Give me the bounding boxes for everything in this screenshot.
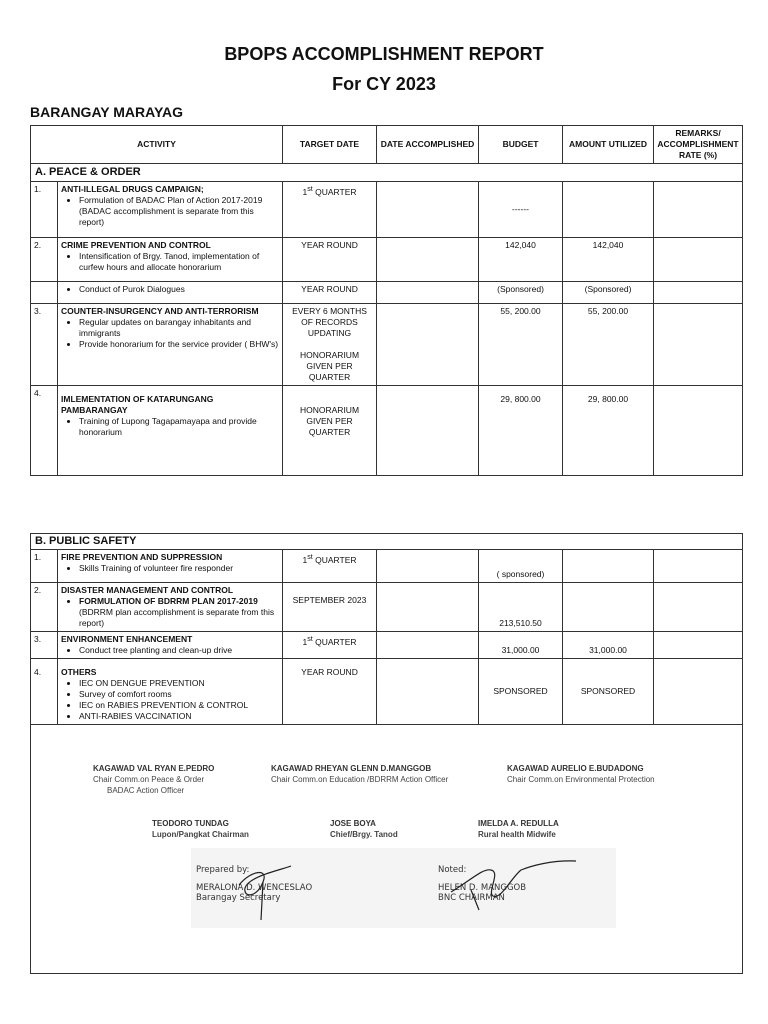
budget-value: (Sponsored) [479,282,563,304]
signatory-name: KAGAWAD AURELIO E.BUDADONG [507,764,644,773]
report-title: BPOPS ACCOMPLISHMENT REPORT [224,44,544,64]
activity-cell [58,550,283,583]
activity-bullet: • Conduct tree planting and clean-up drive [79,645,279,656]
signatory-role: Lupon/Pangkat Chairman [152,830,249,839]
row-number: 4. [31,659,58,725]
target-date: HONORARIUM GIVEN PER QUARTER [283,386,377,476]
row-number: 2. [31,238,58,282]
activity-cell [58,238,283,282]
col-activity: ACTIVITY [31,126,283,164]
activity-title: ENVIRONMENT ENHANCEMENT [61,634,193,644]
noted-label: Noted: [438,865,467,875]
target-date: 1st QUARTER [283,632,377,659]
target-date: SEPTEMBER 2023 [283,583,377,632]
row-number: 1. [31,182,58,238]
public-safety-table [30,533,743,725]
utilized-value: 31,000.00 [563,632,654,659]
row-number: 3. [31,632,58,659]
table-row [31,238,743,282]
budget-value: ( sponsored) [479,550,563,583]
noted-role: BNC CHAIRMAN [438,893,505,903]
utilized-value: 55, 200.00 [563,304,654,386]
activity-title: CRIME PREVENTION AND CONTROL [61,240,211,250]
activity-cell [58,182,283,238]
activity-title: ANTI-ILLEGAL DRUGS CAMPAIGN; [61,184,204,194]
signatory-name: IMELDA A. REDULLA [478,819,559,828]
target-date: YEAR ROUND [283,659,377,725]
activity-cell [58,583,283,632]
budget-value: 55, 200.00 [479,304,563,386]
signatory-name: TEODORO TUNDAG [152,819,229,828]
budget-value: ------ [479,182,563,238]
table-row [31,386,743,476]
prepared-label: Prepared by: [196,865,250,875]
utilized-value: SPONSORED [563,659,654,725]
activity-bullet: • Regular updates on barangay inhabitants and immigrants [79,317,279,339]
utilized-value: (Sponsored) [563,282,654,304]
row-number: 3. [31,304,58,386]
barangay-name: BARANGAY MARAYAG [30,104,184,120]
signatory-role: BADAC Action Officer [107,786,185,795]
activity-note: (BADAC accomplishment is separate from this report) [79,206,254,227]
signatory-name: KAGAWAD VAL RYAN E.PEDRO [93,764,215,773]
activity-bullet: • IEC on RABIES PREVENTION & CONTROL [79,700,279,711]
target-date: YEAR ROUND [283,282,377,304]
signatory-role: Rural health Midwife [478,830,556,839]
activity-bullet: • ANTI-RABIES VACCINATION [79,711,279,722]
activity-cell [58,386,283,476]
col-date-accomplished: DATE ACCOMPLISHED [377,126,479,164]
activity-bullet: • Intensification of Brgy. Tanod, implementation of curfew hours and allocate honorarium [79,251,279,273]
signature-section [30,720,743,974]
col-target-date: TARGET DATE [283,126,377,164]
activity-cell [58,304,283,386]
prepared-name: MERALONA D. WENCESLAO [196,883,313,893]
target-date [283,304,377,386]
activity-title: IMLEMENTATION OF KATARUNGANG PAMBARANGAY [61,394,214,415]
prepared-role: Barangay Secretary [196,893,281,903]
activity-bullet: • Survey of comfort rooms [79,689,279,700]
activity-title: DISASTER MANAGEMENT AND CONTROL [61,585,234,595]
activity-note: (BDRRM plan accomplishment is separate from this report) [79,607,275,628]
signature-noted-stroke [451,861,576,910]
table-row [31,583,743,632]
utilized-value [563,182,654,238]
budget-value: SPONSORED [479,659,563,725]
col-amount-utilized: AMOUNT UTILIZED [563,126,654,164]
signatory-role: Chief/Brgy. Tanod [330,830,398,839]
budget-value: 213,510.50 [479,583,563,632]
activity-bullet: • Formulation of BADAC Plan of Action 2017-2019 [79,195,279,206]
table-row [31,659,743,725]
activity-title: COUNTER-INSURGENCY AND ANTI-TERRORISM [61,306,259,316]
row-number: 4. [31,386,58,476]
activity-cell [58,659,283,725]
table-row [31,182,743,238]
activity-bullet: • Provide honorarium for the service provider ( BHW's) [79,339,279,350]
table-row [31,632,743,659]
activity-bullet: • IEC ON DENGUE PREVENTION [79,678,279,689]
target-text: HONORARIUM GIVEN PER QUARTER [300,350,360,382]
noted-name: HELEN D. MANGGOB [438,883,527,893]
table-row [31,304,743,386]
col-remarks: REMARKS/ ACCOMPLISHMENT RATE (%) [654,126,743,164]
target-date: 1st QUARTER [283,182,377,238]
peace-order-table [30,125,743,476]
activity-bullet: • Conduct of Purok Dialogues [79,284,279,295]
table-row [31,282,743,304]
signatory-role: Chair Comm.on Environmental Protection [507,775,655,784]
signatory-role: Chair Comm.on Peace & Order [93,775,205,784]
activity-title: OTHERS [61,667,97,677]
budget-value: 142,040 [479,238,563,282]
table-header-row [31,126,743,164]
section-a-title: A. PEACE & ORDER [31,164,743,182]
activity-bullet: • Skills Training of volunteer fire responder [79,563,279,574]
target-date: 1st QUARTER [283,550,377,583]
utilized-value: 142,040 [563,238,654,282]
budget-value: 29, 800.00 [479,386,563,476]
signatory-name: JOSE BOYA [330,819,376,828]
utilized-value: 29, 800.00 [563,386,654,476]
section-b-title: B. PUBLIC SAFETY [31,534,743,550]
row-number: 1. [31,550,58,583]
activity-cell [58,282,283,304]
signature-prepared-stroke [239,866,291,920]
target-date: YEAR ROUND [283,238,377,282]
col-budget: BUDGET [479,126,563,164]
report-subtitle: For CY 2023 [332,74,436,94]
signatory-role: Chair Comm.on Education /BDRRM Action Officer [271,775,449,784]
activity-bullet: • Training of Lupong Tagapamayapa and provide honorarium [79,416,279,438]
target-text: EVERY 6 MONTHS OF RECORDS UPDATING [292,306,367,338]
activity-title: FIRE PREVENTION AND SUPPRESSION [61,552,223,562]
activity-bullet: • FORMULATION OF BDRRM PLAN 2017-2019 [79,596,279,607]
handwritten-signatures [31,720,742,973]
signatory-name: KAGAWAD RHEYAN GLENN D.MANGGOB [271,764,432,773]
table-row [31,550,743,583]
budget-value: 31,000.00 [479,632,563,659]
activity-cell [58,632,283,659]
row-number: 2. [31,583,58,632]
